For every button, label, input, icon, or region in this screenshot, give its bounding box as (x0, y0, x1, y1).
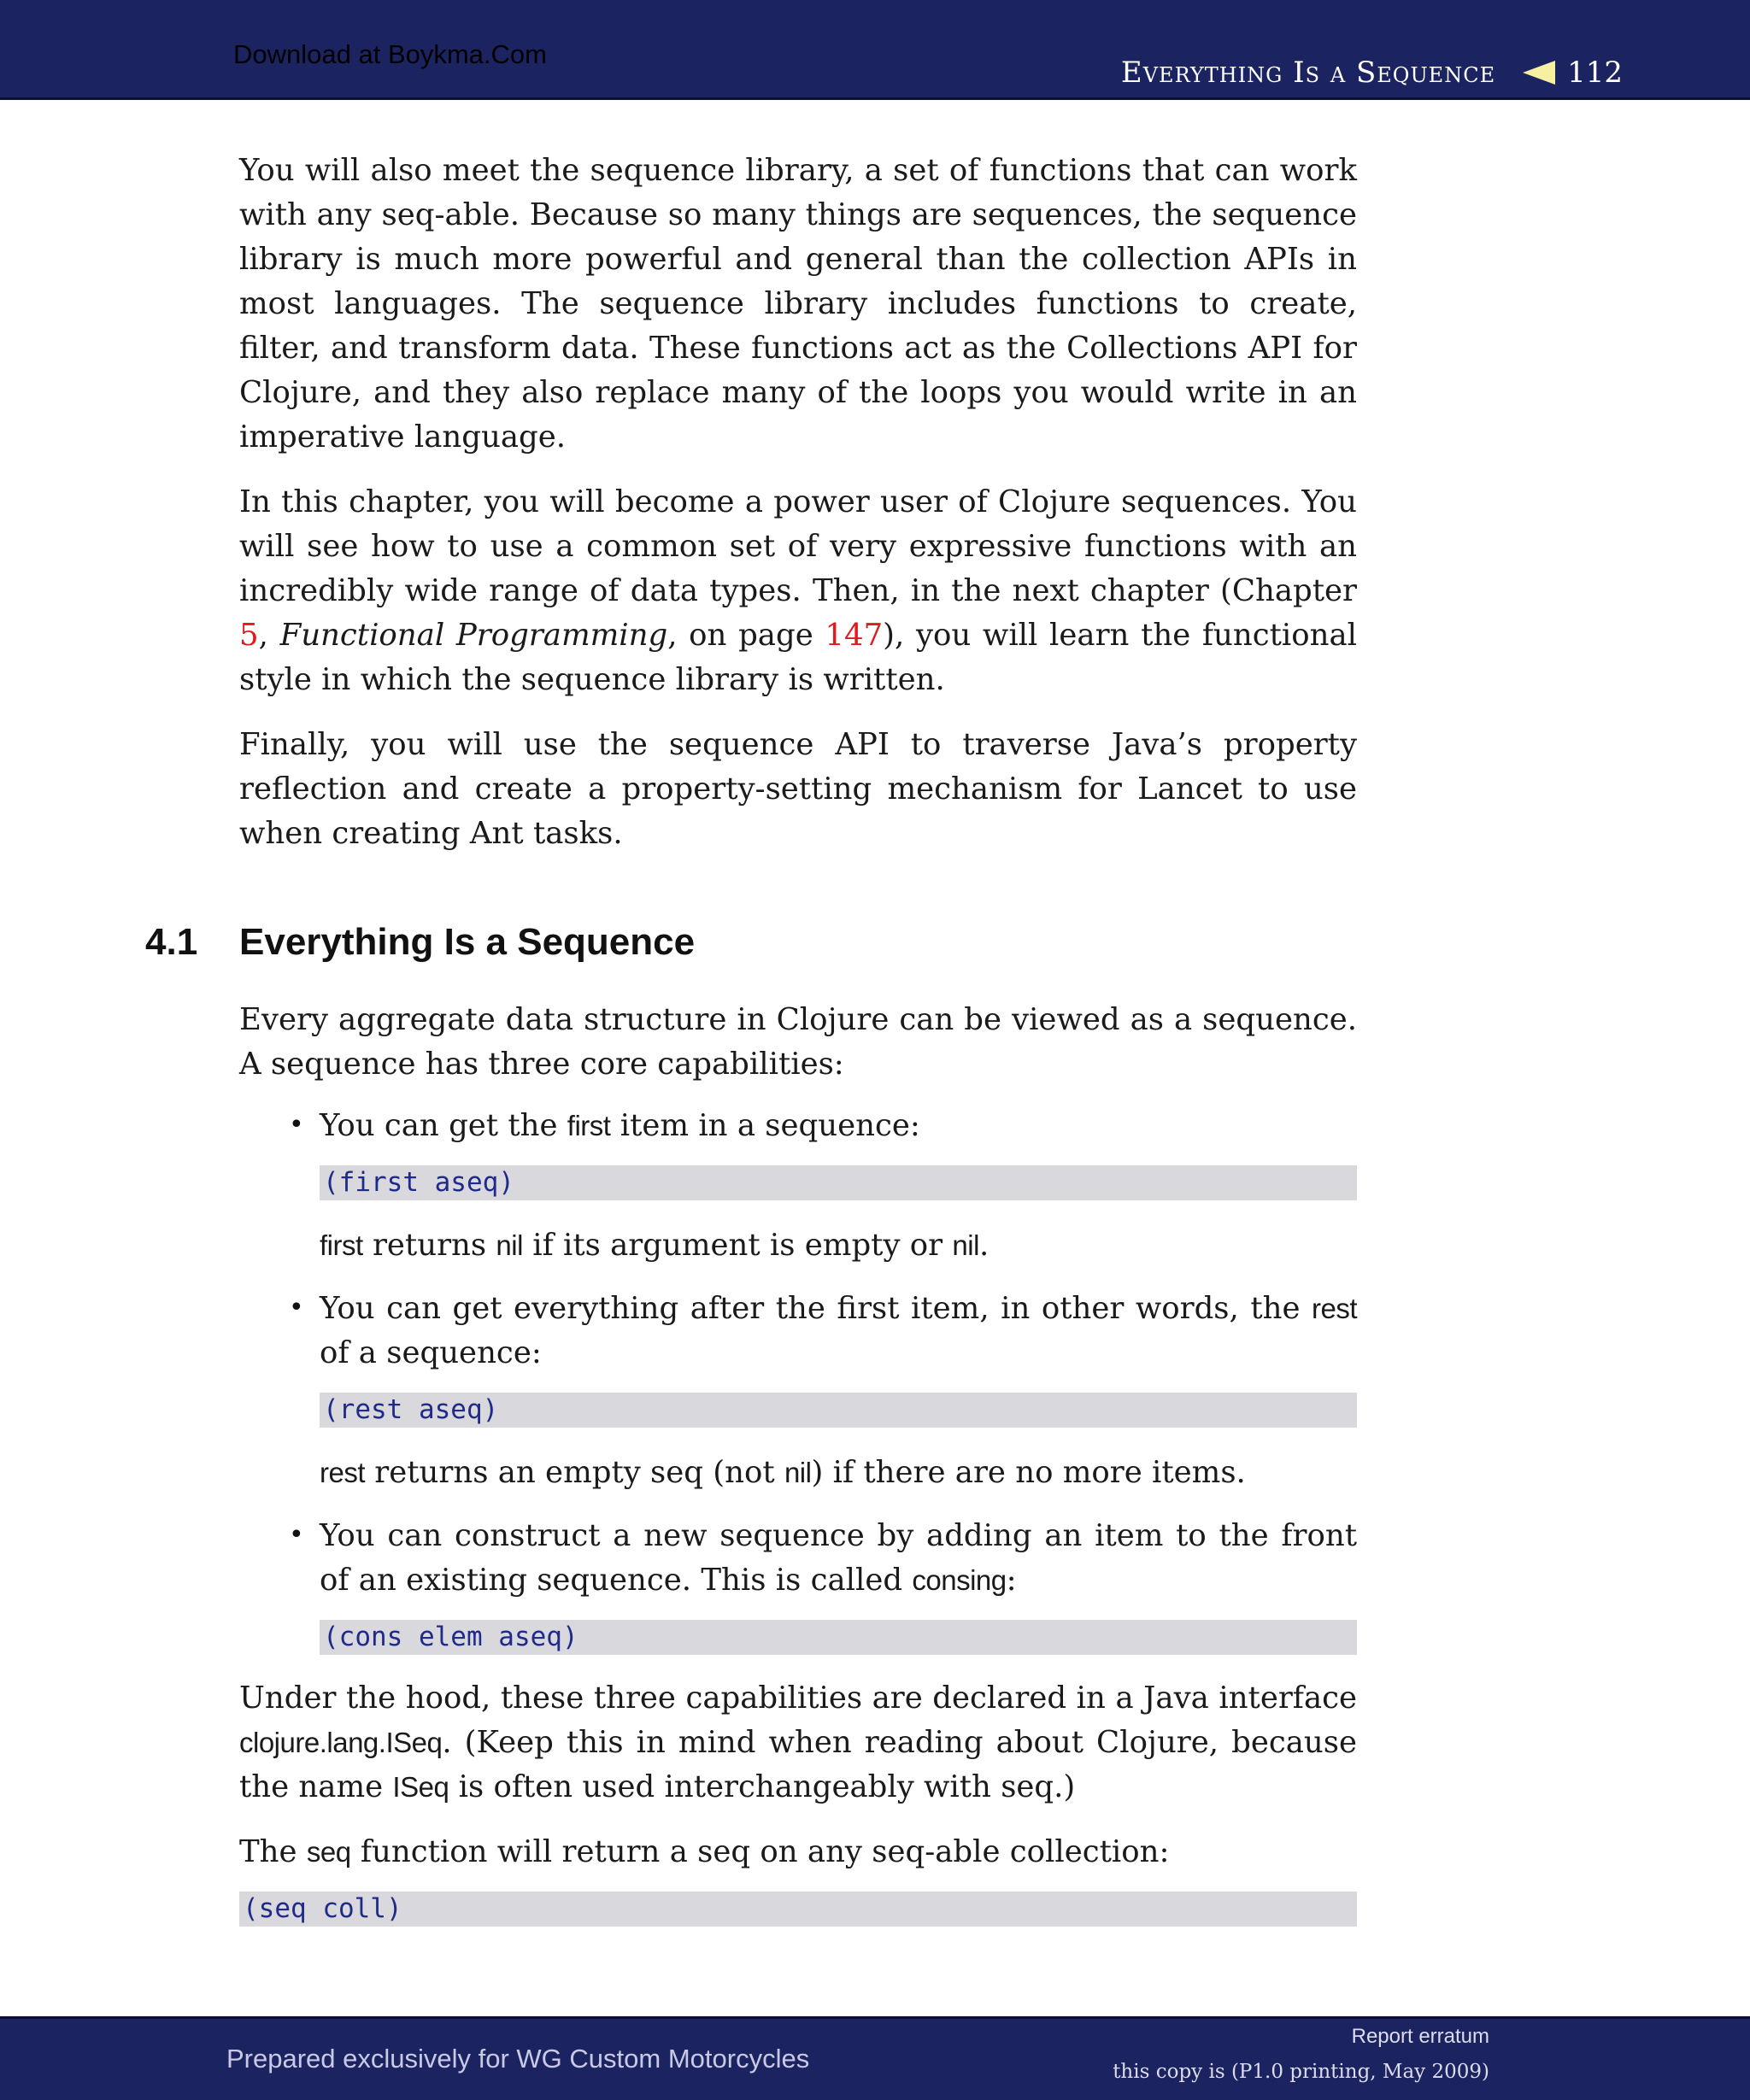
text-span: returns an empty seq (not (365, 1455, 784, 1490)
text-span: Under the hood, these three capabilities are declared in a Java interface (239, 1681, 1357, 1716)
intro-paragraph-3: Finally, you will use the sequence API to traverse Java’s property reflection and create a property-setting mechanism for Lancet to use when creating Ant tasks. (239, 727, 1357, 851)
chapter-link[interactable]: 5 (239, 618, 259, 653)
note-first (320, 1223, 1357, 1268)
report-erratum-link[interactable]: Report erratum (1351, 2025, 1489, 2048)
text-span: , on page (667, 618, 825, 653)
text-span: if its argument is empty or (522, 1228, 953, 1263)
section-intro: Every aggregate data structure in Clojure can be viewed as a sequence. A sequence has three core capabilities: (239, 1002, 1357, 1082)
text-span: item in a sequence: (610, 1108, 920, 1143)
code-cons-elem-aseq: (cons elem aseq) (320, 1620, 1357, 1655)
term-first: first (320, 1229, 363, 1261)
term-clojure-lang-iseq: clojure.lang.ISeq (239, 1727, 443, 1758)
capability-cons (320, 1514, 1357, 1603)
term-nil: nil (496, 1229, 523, 1261)
text-span: You can get everything after the first item, in other words, the (320, 1291, 1312, 1326)
text-span: . (Keep this in mind when reading about Clojure, because the name (239, 1725, 1357, 1804)
download-note: Download at Boykma.Com (233, 39, 547, 69)
text-span: , (258, 618, 280, 653)
prepared-for-note: Prepared exclusively for WG Custom Motorcycles (226, 2044, 810, 2074)
section-number: 4.1 (145, 921, 198, 963)
capability-rest (320, 1287, 1357, 1376)
text-span: function will return a seq on any seq-able collection: (350, 1834, 1170, 1869)
section-title: Everything Is a Sequence (239, 921, 696, 963)
running-title: Everything Is a Sequence (1120, 56, 1496, 90)
code-seq-coll: (seq coll) (239, 1892, 1357, 1927)
top-header-bar (0, 0, 1750, 100)
closing-paragraph-2 (239, 1830, 1357, 1874)
text-span: You can get the (320, 1108, 567, 1143)
term-seq: seq (306, 1836, 351, 1868)
term-rest: rest (1311, 1293, 1357, 1324)
text-span: In this chapter, you will become a power user of Clojure sequences. You will see how to use a common set of very expressive functions with an incredibly wide range of data types. Then, in the next chapter (Chapter (239, 484, 1357, 608)
text-span: : (1006, 1563, 1017, 1598)
text-span: You can construct a new sequence by adding an item to the front of an existing sequence. This is called (320, 1518, 1357, 1598)
text-span: of a sequence: (320, 1335, 542, 1370)
page-number: 112 (1567, 56, 1623, 90)
term-nil: nil (952, 1229, 979, 1261)
term-consing: consing (912, 1564, 1007, 1596)
previous-page-arrow-icon[interactable] (1523, 61, 1555, 85)
running-head (1121, 51, 1623, 94)
text-span: . (978, 1228, 990, 1263)
code-first-aseq: (first aseq) (320, 1165, 1357, 1200)
bullet-marker: • (289, 1293, 304, 1323)
intro-paragraph-1: You will also meet the sequence library, a set of functions that can work with any seq-able. Because so many things are sequences, the sequence library is much more powerful and general than the collection APIs in most languages. The sequence library includes functions to create, filter, and transform data. These functions act as the Collections API for Clojure, and they also replace many of the loops you would write in an imperative language. (239, 153, 1357, 455)
bullet-marker: • (289, 1110, 304, 1140)
bullet-marker: • (289, 1520, 304, 1550)
text-span: is often used interchangeably with seq.) (449, 1769, 1076, 1804)
copy-info: this copy is (P1.0 printing, May 2009) (1113, 2061, 1489, 2083)
intro-paragraph-2 (239, 480, 1357, 702)
code-rest-aseq: (rest aseq) (320, 1393, 1357, 1428)
term-iseq: ISeq (392, 1771, 449, 1803)
page-link[interactable]: 147 (825, 618, 884, 653)
text-span: returns (362, 1228, 496, 1263)
closing-paragraph-1 (239, 1676, 1357, 1810)
term-rest: rest (320, 1457, 366, 1488)
term-first: first (567, 1110, 611, 1141)
text-span: The (239, 1834, 307, 1869)
term-nil: nil (784, 1457, 812, 1488)
capability-first (320, 1104, 1357, 1148)
text-span: ) if there are no more items. (811, 1455, 1246, 1490)
text-span: ), you will learn the functional style in which the sequence library is written. (239, 618, 1358, 697)
note-rest (320, 1451, 1357, 1495)
chapter-title: Functional Programming (279, 618, 668, 653)
